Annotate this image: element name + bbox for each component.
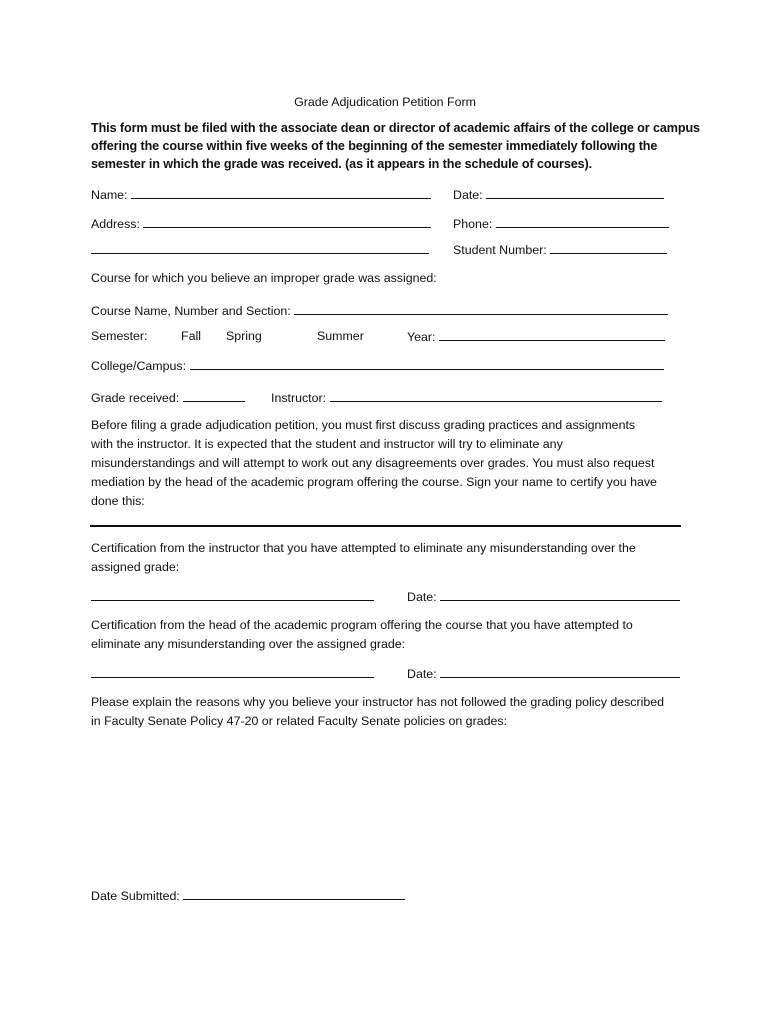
intro-line-3: semester in which the grade was received. (as it appears in the schedule of courses). bbox=[91, 157, 593, 171]
instructor-line[interactable] bbox=[330, 389, 662, 402]
semester-option-fall[interactable]: Fall bbox=[181, 329, 201, 343]
date-submitted-label: Date Submitted: bbox=[91, 889, 180, 903]
instructor-field[interactable] bbox=[271, 389, 662, 406]
cert-instructor-line: assigned grade: bbox=[91, 560, 180, 574]
grade-line[interactable] bbox=[183, 389, 245, 402]
date-label: Date: bbox=[453, 188, 483, 202]
date-field[interactable] bbox=[453, 186, 664, 203]
semester-label: Semester: bbox=[91, 329, 148, 343]
address-line-2-field[interactable] bbox=[91, 241, 429, 258]
year-label: Year: bbox=[407, 330, 436, 344]
student-number-line[interactable] bbox=[550, 241, 667, 254]
instructor-cert-date-field[interactable] bbox=[407, 588, 680, 605]
student-signature-line[interactable] bbox=[90, 525, 681, 527]
course-prompt: Course for which you believe an improper grade was assigned: bbox=[91, 271, 437, 285]
name-field[interactable] bbox=[91, 186, 431, 203]
semester-option-spring[interactable]: Spring bbox=[226, 329, 262, 343]
date-submitted-line[interactable] bbox=[183, 887, 405, 900]
college-label: College/Campus: bbox=[91, 359, 187, 373]
before-filing-line: mediation by the head of the academic program offering the course. Sign your name to certify you have bbox=[91, 475, 657, 489]
college-line[interactable] bbox=[190, 357, 664, 370]
grade-label: Grade received: bbox=[91, 391, 180, 405]
address-line[interactable] bbox=[143, 215, 431, 228]
address-field[interactable] bbox=[91, 215, 431, 232]
year-line[interactable] bbox=[439, 328, 665, 341]
phone-field[interactable] bbox=[453, 215, 669, 232]
instructor-label: Instructor: bbox=[271, 391, 327, 405]
address-label: Address: bbox=[91, 217, 140, 231]
explanation-prompt bbox=[91, 693, 691, 731]
cert-head-line: eliminate any misunderstanding over the assigned grade: bbox=[91, 637, 406, 651]
before-filing-line: misunderstandings and will attempt to work out any disagreements over grades. You must also request bbox=[91, 456, 655, 470]
college-field[interactable] bbox=[91, 357, 664, 374]
date-submitted-field[interactable] bbox=[91, 887, 405, 904]
student-number-field[interactable] bbox=[453, 241, 667, 258]
head-signature-field[interactable] bbox=[91, 665, 374, 682]
intro-line-2: offering the course within five weeks of the beginning of the semester immediately following the bbox=[91, 139, 658, 153]
explain-line: in Faculty Senate Policy 47-20 or related Faculty Senate policies on grades: bbox=[91, 714, 508, 728]
date-label: Date: bbox=[407, 667, 437, 681]
form-title: Grade Adjudication Petition Form bbox=[294, 95, 476, 109]
intro-line-1: This form must be filed with the associate dean or director of academic affairs of the college or campus bbox=[91, 121, 700, 135]
date-line[interactable] bbox=[486, 186, 664, 199]
student-number-label: Student Number: bbox=[453, 243, 547, 257]
before-filing-line: Before filing a grade adjudication petition, you must first discuss grading practices and assignments bbox=[91, 418, 636, 432]
instructor-cert-date-line[interactable] bbox=[440, 588, 680, 601]
before-filing-paragraph bbox=[91, 416, 691, 511]
course-name-field[interactable] bbox=[91, 302, 668, 319]
before-filing-line: with the instructor. It is expected that the student and instructor will try to eliminate any bbox=[91, 437, 563, 451]
course-name-label: Course Name, Number and Section: bbox=[91, 304, 291, 318]
head-signature-line[interactable] bbox=[91, 665, 374, 678]
head-cert-date-line[interactable] bbox=[440, 665, 680, 678]
head-cert-date-field[interactable] bbox=[407, 665, 680, 682]
grade-field[interactable] bbox=[91, 389, 245, 406]
semester-option-summer[interactable]: Summer bbox=[317, 329, 364, 343]
instructor-signature-field[interactable] bbox=[91, 588, 374, 605]
instructor-signature-line[interactable] bbox=[91, 588, 374, 601]
address-line-2[interactable] bbox=[91, 241, 429, 254]
head-certification-text bbox=[91, 616, 691, 654]
explain-line: Please explain the reasons why you believe your instructor has not followed the grading policy described bbox=[91, 695, 665, 709]
name-label: Name: bbox=[91, 188, 128, 202]
phone-label: Phone: bbox=[453, 217, 493, 231]
before-filing-line: done this: bbox=[91, 494, 145, 508]
date-label: Date: bbox=[407, 590, 437, 604]
cert-head-line: Certification from the head of the academic program offering the course that you have attempted to bbox=[91, 618, 633, 632]
cert-instructor-line: Certification from the instructor that you have attempted to eliminate any misunderstanding over the bbox=[91, 541, 636, 555]
name-line[interactable] bbox=[131, 186, 431, 199]
course-name-line[interactable] bbox=[294, 302, 668, 315]
year-field[interactable] bbox=[407, 328, 665, 345]
instructor-certification-text bbox=[91, 539, 691, 577]
explanation-area[interactable] bbox=[91, 738, 681, 878]
phone-line[interactable] bbox=[496, 215, 669, 228]
